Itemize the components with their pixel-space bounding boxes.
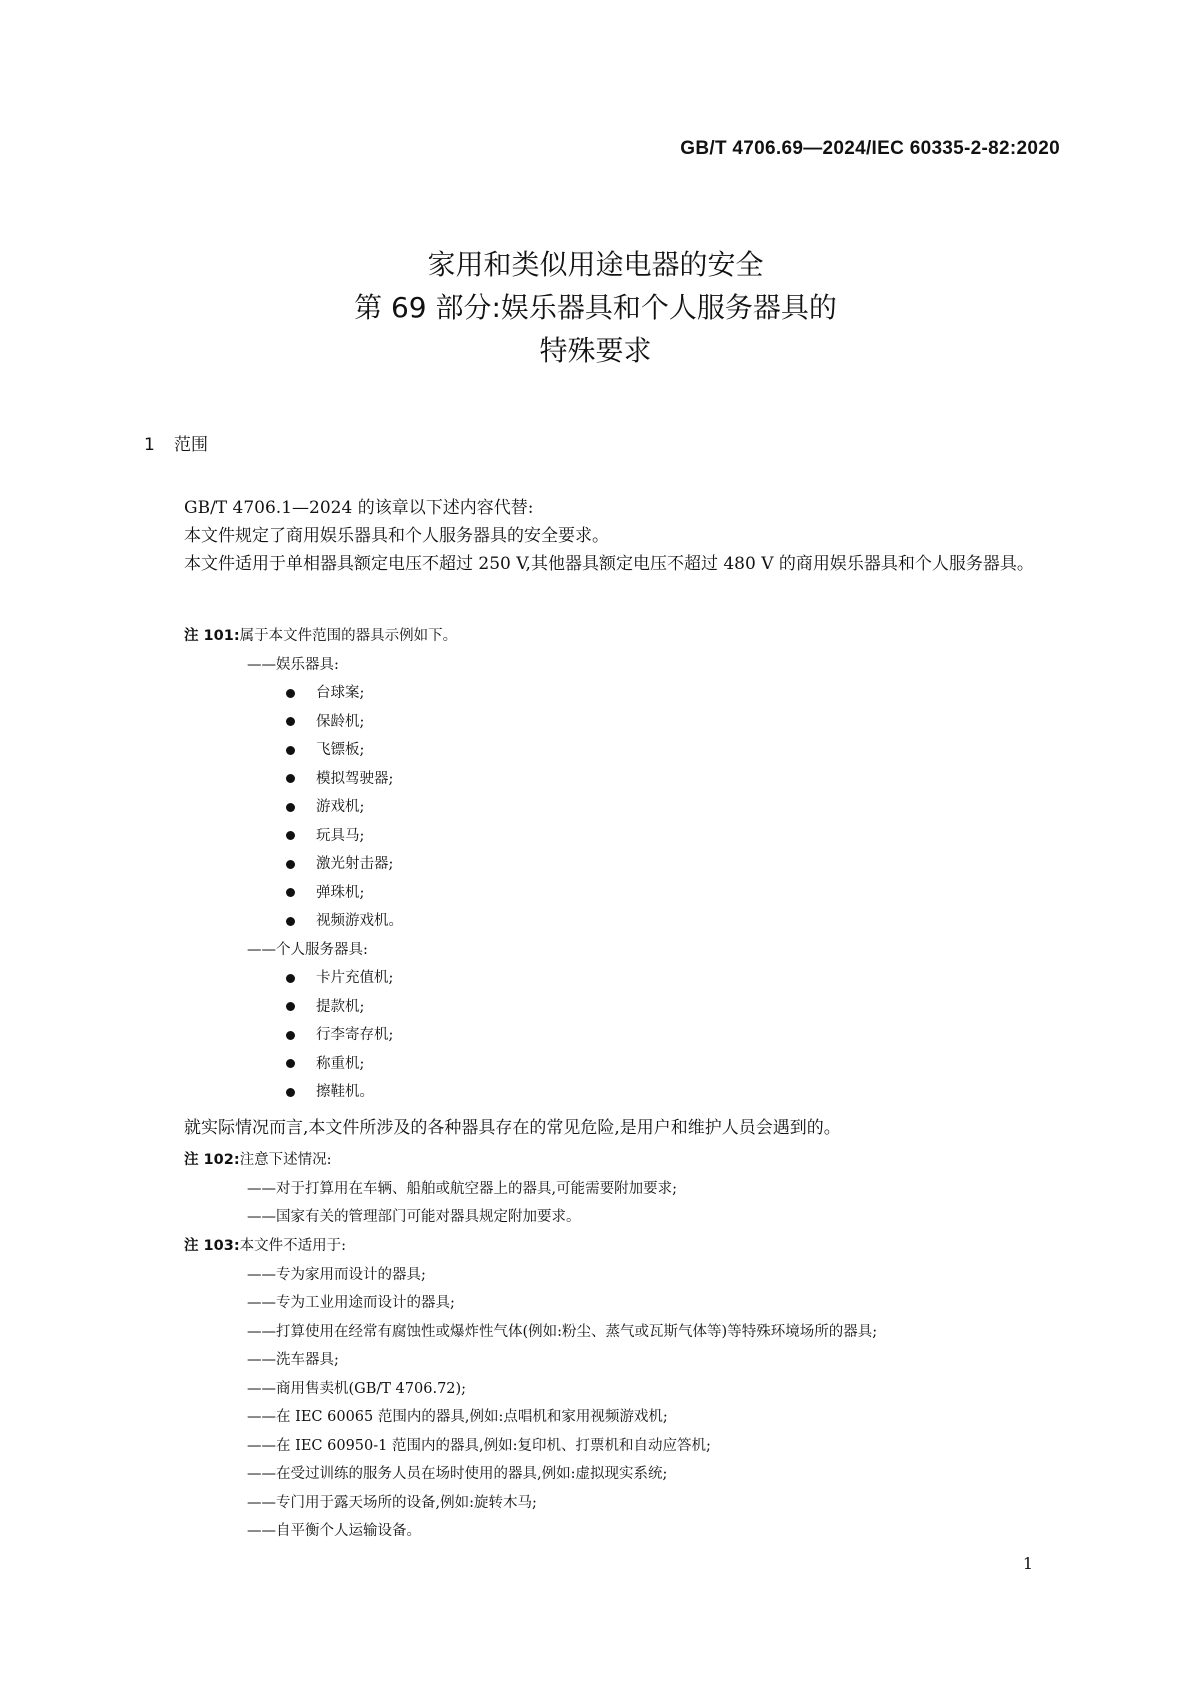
list-item: ——洗车器具; [247,1352,339,1368]
note-103 [144,1232,1059,1546]
list-item: ——对于打算用在车辆、船舶或航空器上的器具,可能需要附加要求; [247,1180,677,1197]
note-head [144,622,1059,651]
section-title: 范围 [174,435,208,455]
list-item: 卡片充值机; [144,964,1059,993]
note-label: 注 103: [184,1238,240,1254]
bullet-icon [286,774,295,783]
list-item: ——专为家用而设计的器具; [247,1266,426,1283]
list-item: ——商用售卖机(GB/T 4706.72); [247,1380,467,1397]
list-item: 行李寄存机; [144,1021,1059,1050]
page-number: 1 [1022,1554,1033,1573]
note-label: 注 102: [184,1152,240,1168]
note-head [144,1146,1059,1175]
bullet-icon [286,1088,295,1097]
list-item: ——专门用于露天场所的设备,例如:旋转木马; [247,1494,537,1511]
list-item: ——专为工业用途而设计的器具; [247,1295,455,1311]
list-item: 弹珠机; [144,879,1059,908]
section-body [144,494,1059,578]
note-label: 注 101: [184,628,240,644]
standard-code: GB/T 4706.69—2024/IEC 60335-2-82:2020 [680,138,1060,159]
list-item: 台球案; [144,679,1059,708]
bullet-icon [286,803,295,812]
list-item: 模拟驾驶器; [144,765,1059,794]
note-head [144,1232,1059,1261]
list-item: 提款机; [144,993,1059,1022]
hazard-paragraph [144,1114,1059,1142]
note-text: 本文件不适用于: [239,1238,347,1254]
note-text: 注意下述情况: [239,1152,332,1168]
list-item: ——在 IEC 60950-1 范围内的器具,例如:复印机、打票机和自动应答机; [247,1437,711,1454]
list-group-heading: ——娱乐器具: [247,656,339,673]
paragraph: 本文件规定了商用娱乐器具和个人服务器具的安全要求。 [184,526,609,546]
list-item: 玩具马; [144,822,1059,851]
bullet-icon [286,1031,295,1040]
list-item: ——在 IEC 60065 范围内的器具,例如:点唱机和家用视频游戏机; [247,1409,668,1425]
bullet-icon [286,831,295,840]
note-102 [144,1146,1059,1232]
list-item: 称重机; [144,1050,1059,1079]
list-item: 保龄机; [144,708,1059,737]
bullet-icon [286,746,295,755]
list-item: ——在受过训练的服务人员在场时使用的器具,例如:虚拟现实系统; [247,1466,668,1482]
list-item: ——打算使用在经常有腐蚀性或爆炸性气体(例如:粉尘、蒸气或瓦斯气体等)等特殊环境场所的器具; [247,1323,878,1340]
bullet-icon [286,917,295,926]
list-item: 激光射击器; [144,850,1059,879]
title-line-3: 特殊要求 [539,334,652,367]
list-item: 擦鞋机。 [144,1078,1059,1107]
note-text: 属于本文件范围的器具示例如下。 [239,628,458,644]
list-item: 视频游戏机。 [144,907,1059,936]
bullet-icon [286,689,295,698]
list-item: 游戏机; [144,793,1059,822]
bullet-icon [286,1002,295,1011]
title-line-2: 第 69 部分:娱乐器具和个人服务器具的 [354,291,837,324]
list-group-heading: ——个人服务器具: [247,941,368,958]
document-title [0,243,1191,372]
list-item: ——自平衡个人运输设备。 [247,1523,421,1539]
section-heading [144,430,208,455]
bullet-icon [286,974,295,983]
bullet-icon [286,717,295,726]
paragraph: 本文件适用于单相器具额定电压不超过 250 V,其他器具额定电压不超过 480 V 的商用娱乐器具和个人服务器具。 [184,554,1034,574]
list-item: ——国家有关的管理部门可能对器具规定附加要求。 [247,1209,581,1225]
bullet-icon [286,860,295,869]
bullet-icon [286,1059,295,1068]
paragraph: 就实际情况而言,本文件所涉及的各种器具存在的常见危险,是用户和维护人员会遇到的。 [184,1118,841,1138]
paragraph: GB/T 4706.1—2024 的该章以下述内容代替: [184,498,534,518]
section-number: 1 [144,435,155,455]
note-101 [144,622,1059,1107]
list-item: 飞镖板; [144,736,1059,765]
bullet-icon [286,888,295,897]
title-line-1: 家用和类似用途电器的安全 [427,248,764,281]
